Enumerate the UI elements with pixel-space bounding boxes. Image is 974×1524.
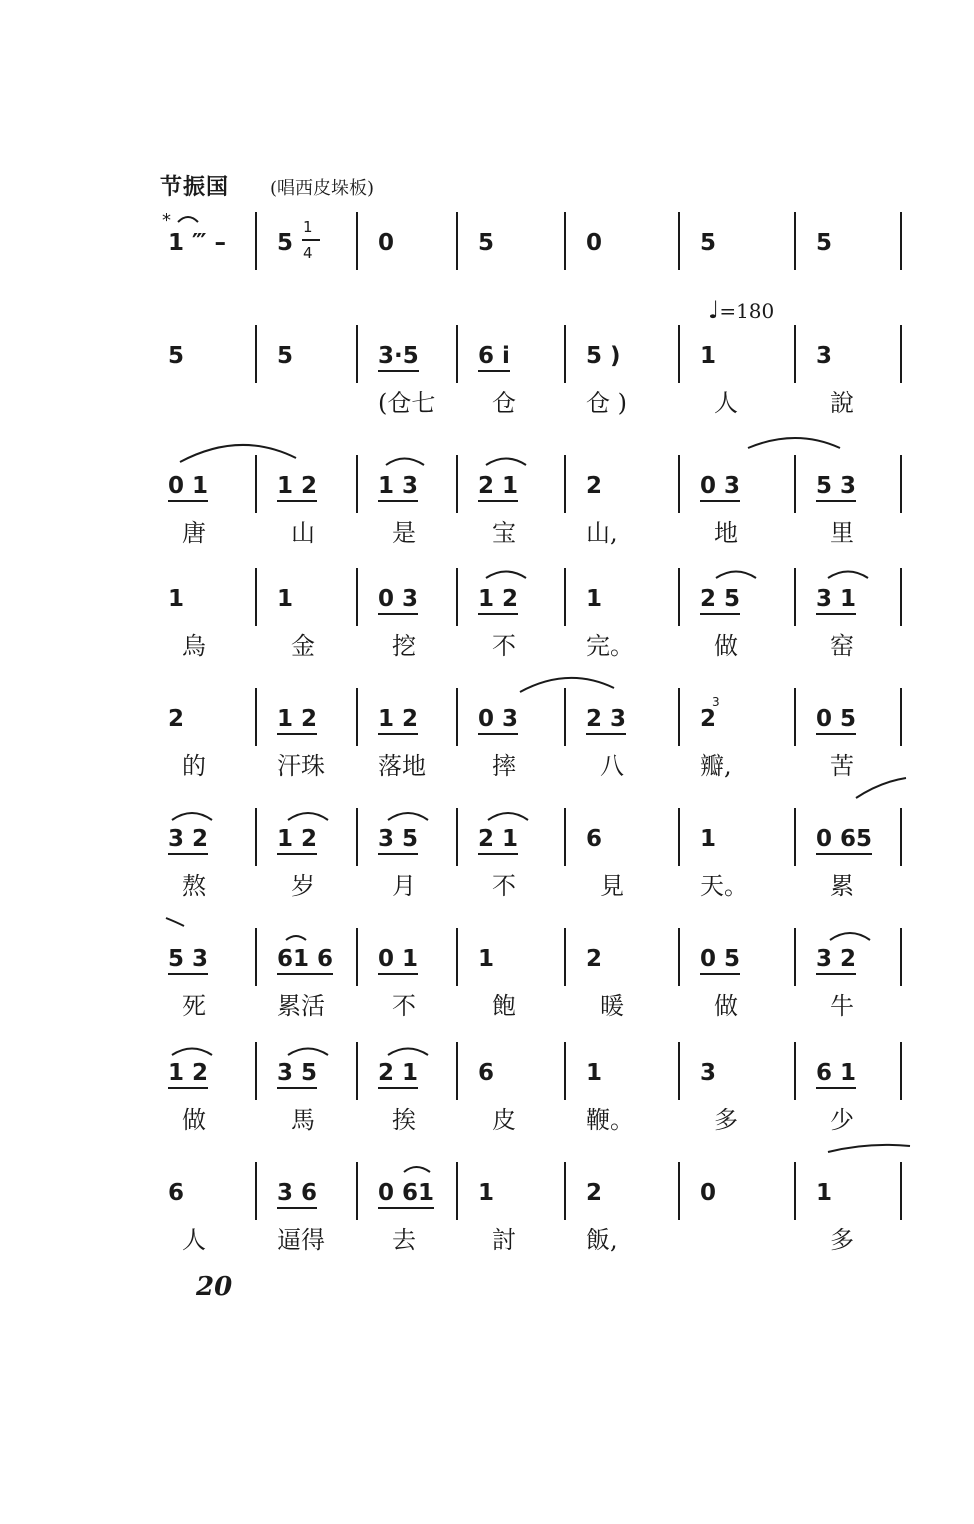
- barline: [456, 808, 458, 866]
- meter-numerator: 1: [303, 218, 313, 236]
- barline: [356, 808, 358, 866]
- lyric: 飽: [492, 992, 516, 1020]
- barline: [794, 568, 796, 626]
- barline: [356, 1162, 358, 1220]
- barline: [794, 928, 796, 986]
- notes: 0 65: [816, 826, 872, 855]
- barline: [255, 808, 257, 866]
- notes: 1 ‴ –: [168, 230, 227, 256]
- notes: 1 2: [277, 473, 317, 502]
- notes: 3 6: [277, 1180, 317, 1209]
- barline: [678, 1042, 680, 1100]
- barline: [900, 1162, 902, 1220]
- lyric: 宝: [492, 519, 516, 547]
- notes: 2 5: [700, 586, 740, 615]
- notes: 0 3: [378, 586, 418, 615]
- notes: 1: [700, 343, 717, 369]
- notes: 2: [586, 1180, 603, 1206]
- notes: 1 2: [277, 706, 317, 735]
- lyric: 烏: [182, 632, 206, 660]
- lyric: 苦: [830, 752, 854, 780]
- notes: 6 1: [816, 1060, 856, 1089]
- lyric: 里: [830, 519, 854, 547]
- notes: 5: [816, 230, 833, 256]
- score-row: [160, 1042, 910, 1152]
- tempo-value: =180: [719, 299, 775, 323]
- notes: 2: [700, 706, 717, 732]
- page-number: 20: [196, 1272, 233, 1302]
- singer-label: 节振国: [160, 175, 230, 200]
- notes: 3: [700, 1060, 717, 1086]
- barline: [255, 325, 257, 383]
- notes: 5: [168, 343, 185, 369]
- notes: 6: [586, 826, 603, 852]
- lyric: 熬: [182, 872, 206, 900]
- notes: 1 2: [277, 826, 317, 855]
- lyric: 唐: [182, 519, 206, 547]
- barline: [564, 455, 566, 513]
- barline: [678, 325, 680, 383]
- lyric: 摔: [492, 752, 516, 780]
- notes: 1: [586, 586, 603, 612]
- barline: [564, 325, 566, 383]
- lyric: 不: [492, 632, 516, 660]
- barline: [794, 808, 796, 866]
- barline: [356, 688, 358, 746]
- lyric: 累活: [277, 992, 325, 1020]
- barline: [456, 1162, 458, 1220]
- score-row: [160, 928, 910, 1038]
- score-row: [160, 212, 910, 322]
- barline: [456, 568, 458, 626]
- notes: 1 2: [168, 1060, 208, 1089]
- barline: [900, 808, 902, 866]
- notes: 1: [700, 826, 717, 852]
- barline: [678, 212, 680, 270]
- notes: 0 5: [700, 946, 740, 975]
- lyric: 不: [392, 992, 416, 1020]
- lyric: 不: [492, 872, 516, 900]
- barline: [794, 212, 796, 270]
- lyric: 窑: [830, 632, 854, 660]
- lyric: 多: [714, 1106, 738, 1134]
- notes: 2 1: [478, 826, 518, 855]
- slur-14: [166, 918, 184, 926]
- notes: 2 1: [378, 1060, 418, 1089]
- notes: 0 1: [378, 946, 418, 975]
- lyric: 的: [182, 752, 206, 780]
- lyric: 死: [182, 992, 206, 1020]
- lyric: 仓 ): [586, 389, 627, 417]
- notes: 1 3: [378, 473, 418, 502]
- lyric: 月: [392, 872, 416, 900]
- barline: [678, 1162, 680, 1220]
- quarter-note-icon: ♩: [708, 296, 720, 324]
- lyric: (仓七: [378, 389, 436, 417]
- notes: 3 5: [277, 1060, 317, 1089]
- barline: [900, 325, 902, 383]
- barline: [356, 568, 358, 626]
- barline: [564, 212, 566, 270]
- lyric: 瓣,: [700, 752, 732, 780]
- lyric: 皮: [492, 1106, 516, 1134]
- lyric: 飯,: [586, 1226, 618, 1254]
- score-row: [160, 688, 910, 798]
- barline: [564, 568, 566, 626]
- barline: [456, 212, 458, 270]
- lyric: 人: [714, 389, 738, 417]
- lyric: 是: [392, 519, 416, 547]
- lyric: 累: [830, 872, 854, 900]
- lyric: 汗珠: [277, 752, 325, 780]
- lyric: 說: [830, 389, 854, 417]
- notes: 2 3: [586, 706, 626, 735]
- barline: [456, 455, 458, 513]
- barline: [564, 688, 566, 746]
- lyric: 馬: [291, 1106, 315, 1134]
- notes: 3 2: [816, 946, 856, 975]
- notes: 5: [277, 230, 294, 256]
- barline: [678, 455, 680, 513]
- lyric: 落地: [378, 752, 426, 780]
- notes: 6: [478, 1060, 495, 1086]
- lyric: 暖: [600, 992, 624, 1020]
- barline: [255, 1042, 257, 1100]
- notes: 1: [816, 1180, 833, 1206]
- barline: [678, 568, 680, 626]
- barline: [794, 325, 796, 383]
- barline: [456, 1042, 458, 1100]
- barline: [900, 1042, 902, 1100]
- barline: [456, 325, 458, 383]
- notes: 2: [586, 473, 603, 499]
- notes: 5 3: [816, 473, 856, 502]
- notes: 5 3: [168, 946, 208, 975]
- barline: [255, 568, 257, 626]
- slur-4: [748, 438, 840, 448]
- barline: [456, 688, 458, 746]
- notes: 2 1: [478, 473, 518, 502]
- barline: [356, 928, 358, 986]
- notes: 2: [168, 706, 185, 732]
- notes: 6: [168, 1180, 185, 1206]
- notes: 3: [816, 343, 833, 369]
- barline: [900, 568, 902, 626]
- notes: 0 5: [816, 706, 856, 735]
- notes: 0 61: [378, 1180, 434, 1209]
- lyric: 挨: [392, 1106, 416, 1134]
- notes: 2: [586, 946, 603, 972]
- score-row: [160, 1162, 910, 1272]
- notes: 1: [277, 586, 294, 612]
- notes: 5: [700, 230, 717, 256]
- notes: 0 3: [700, 473, 740, 502]
- barline: [255, 212, 257, 270]
- barline: [564, 1042, 566, 1100]
- barline: [900, 455, 902, 513]
- barline: [794, 688, 796, 746]
- lyric: 山,: [586, 519, 618, 547]
- notes: 61 6: [277, 946, 333, 975]
- notes: 5: [478, 230, 495, 256]
- notes: 0 3: [478, 706, 518, 735]
- lyric: 鞭。: [586, 1106, 634, 1134]
- notes: 1: [478, 946, 495, 972]
- notes: 0: [586, 230, 603, 256]
- notes: 1: [586, 1060, 603, 1086]
- barline: [794, 455, 796, 513]
- barline: [678, 688, 680, 746]
- asterisk-mark: *: [162, 210, 171, 231]
- barline: [900, 212, 902, 270]
- notes: 3·5: [378, 343, 419, 372]
- barline: [255, 928, 257, 986]
- notes: 3 2: [168, 826, 208, 855]
- grace-note: 3: [712, 695, 720, 709]
- barline: [678, 808, 680, 866]
- lyric: 少: [830, 1106, 854, 1134]
- notes: 5 ): [586, 343, 621, 369]
- lyric: 挖: [392, 632, 416, 660]
- meter-denominator: 4: [303, 244, 313, 262]
- barline: [564, 1162, 566, 1220]
- singing-instruction: (唱西皮垛板): [270, 178, 375, 199]
- lyric: 逼得: [277, 1226, 325, 1254]
- barline: [356, 212, 358, 270]
- barline: [900, 928, 902, 986]
- notes: 1 2: [478, 586, 518, 615]
- lyric: 做: [714, 632, 738, 660]
- lyric: 做: [714, 992, 738, 1020]
- notes: 5: [277, 343, 294, 369]
- barline: [356, 325, 358, 383]
- lyric: 仓: [492, 389, 516, 417]
- notes: 0: [378, 230, 395, 256]
- lyric: 討: [492, 1226, 516, 1254]
- notes: 1: [168, 586, 185, 612]
- lyric: 金: [291, 632, 315, 660]
- barline: [255, 1162, 257, 1220]
- score-row: [160, 808, 910, 918]
- barline: [356, 1042, 358, 1100]
- notes: 3 5: [378, 826, 418, 855]
- barline: [564, 808, 566, 866]
- lyric: 去: [392, 1226, 416, 1254]
- notes: 1 2: [378, 706, 418, 735]
- lyric: 多: [830, 1226, 854, 1254]
- barline: [255, 455, 257, 513]
- notes: 3 1: [816, 586, 856, 615]
- notes: 0: [700, 1180, 717, 1206]
- notes: 0 1: [168, 473, 208, 502]
- lyric: 見: [600, 872, 624, 900]
- barline: [794, 1042, 796, 1100]
- notes: 6 i: [478, 343, 510, 372]
- barline: [456, 928, 458, 986]
- lyric: 山: [291, 519, 315, 547]
- barline: [900, 688, 902, 746]
- lyric: 岁: [291, 872, 315, 900]
- lyric: 完。: [586, 632, 634, 660]
- lyric: 人: [182, 1226, 206, 1254]
- notes: 1: [478, 1180, 495, 1206]
- score-row: [160, 568, 910, 678]
- lyric: 做: [182, 1106, 206, 1134]
- score-row: [160, 455, 910, 565]
- lyric: 地: [714, 519, 738, 547]
- lyric: 八: [600, 752, 624, 780]
- barline: [356, 455, 358, 513]
- lyric: 天。: [700, 872, 748, 900]
- barline: [255, 688, 257, 746]
- barline: [564, 928, 566, 986]
- lyric: 牛: [830, 992, 854, 1020]
- score-row: [160, 325, 910, 435]
- barline: [794, 1162, 796, 1220]
- barline: [678, 928, 680, 986]
